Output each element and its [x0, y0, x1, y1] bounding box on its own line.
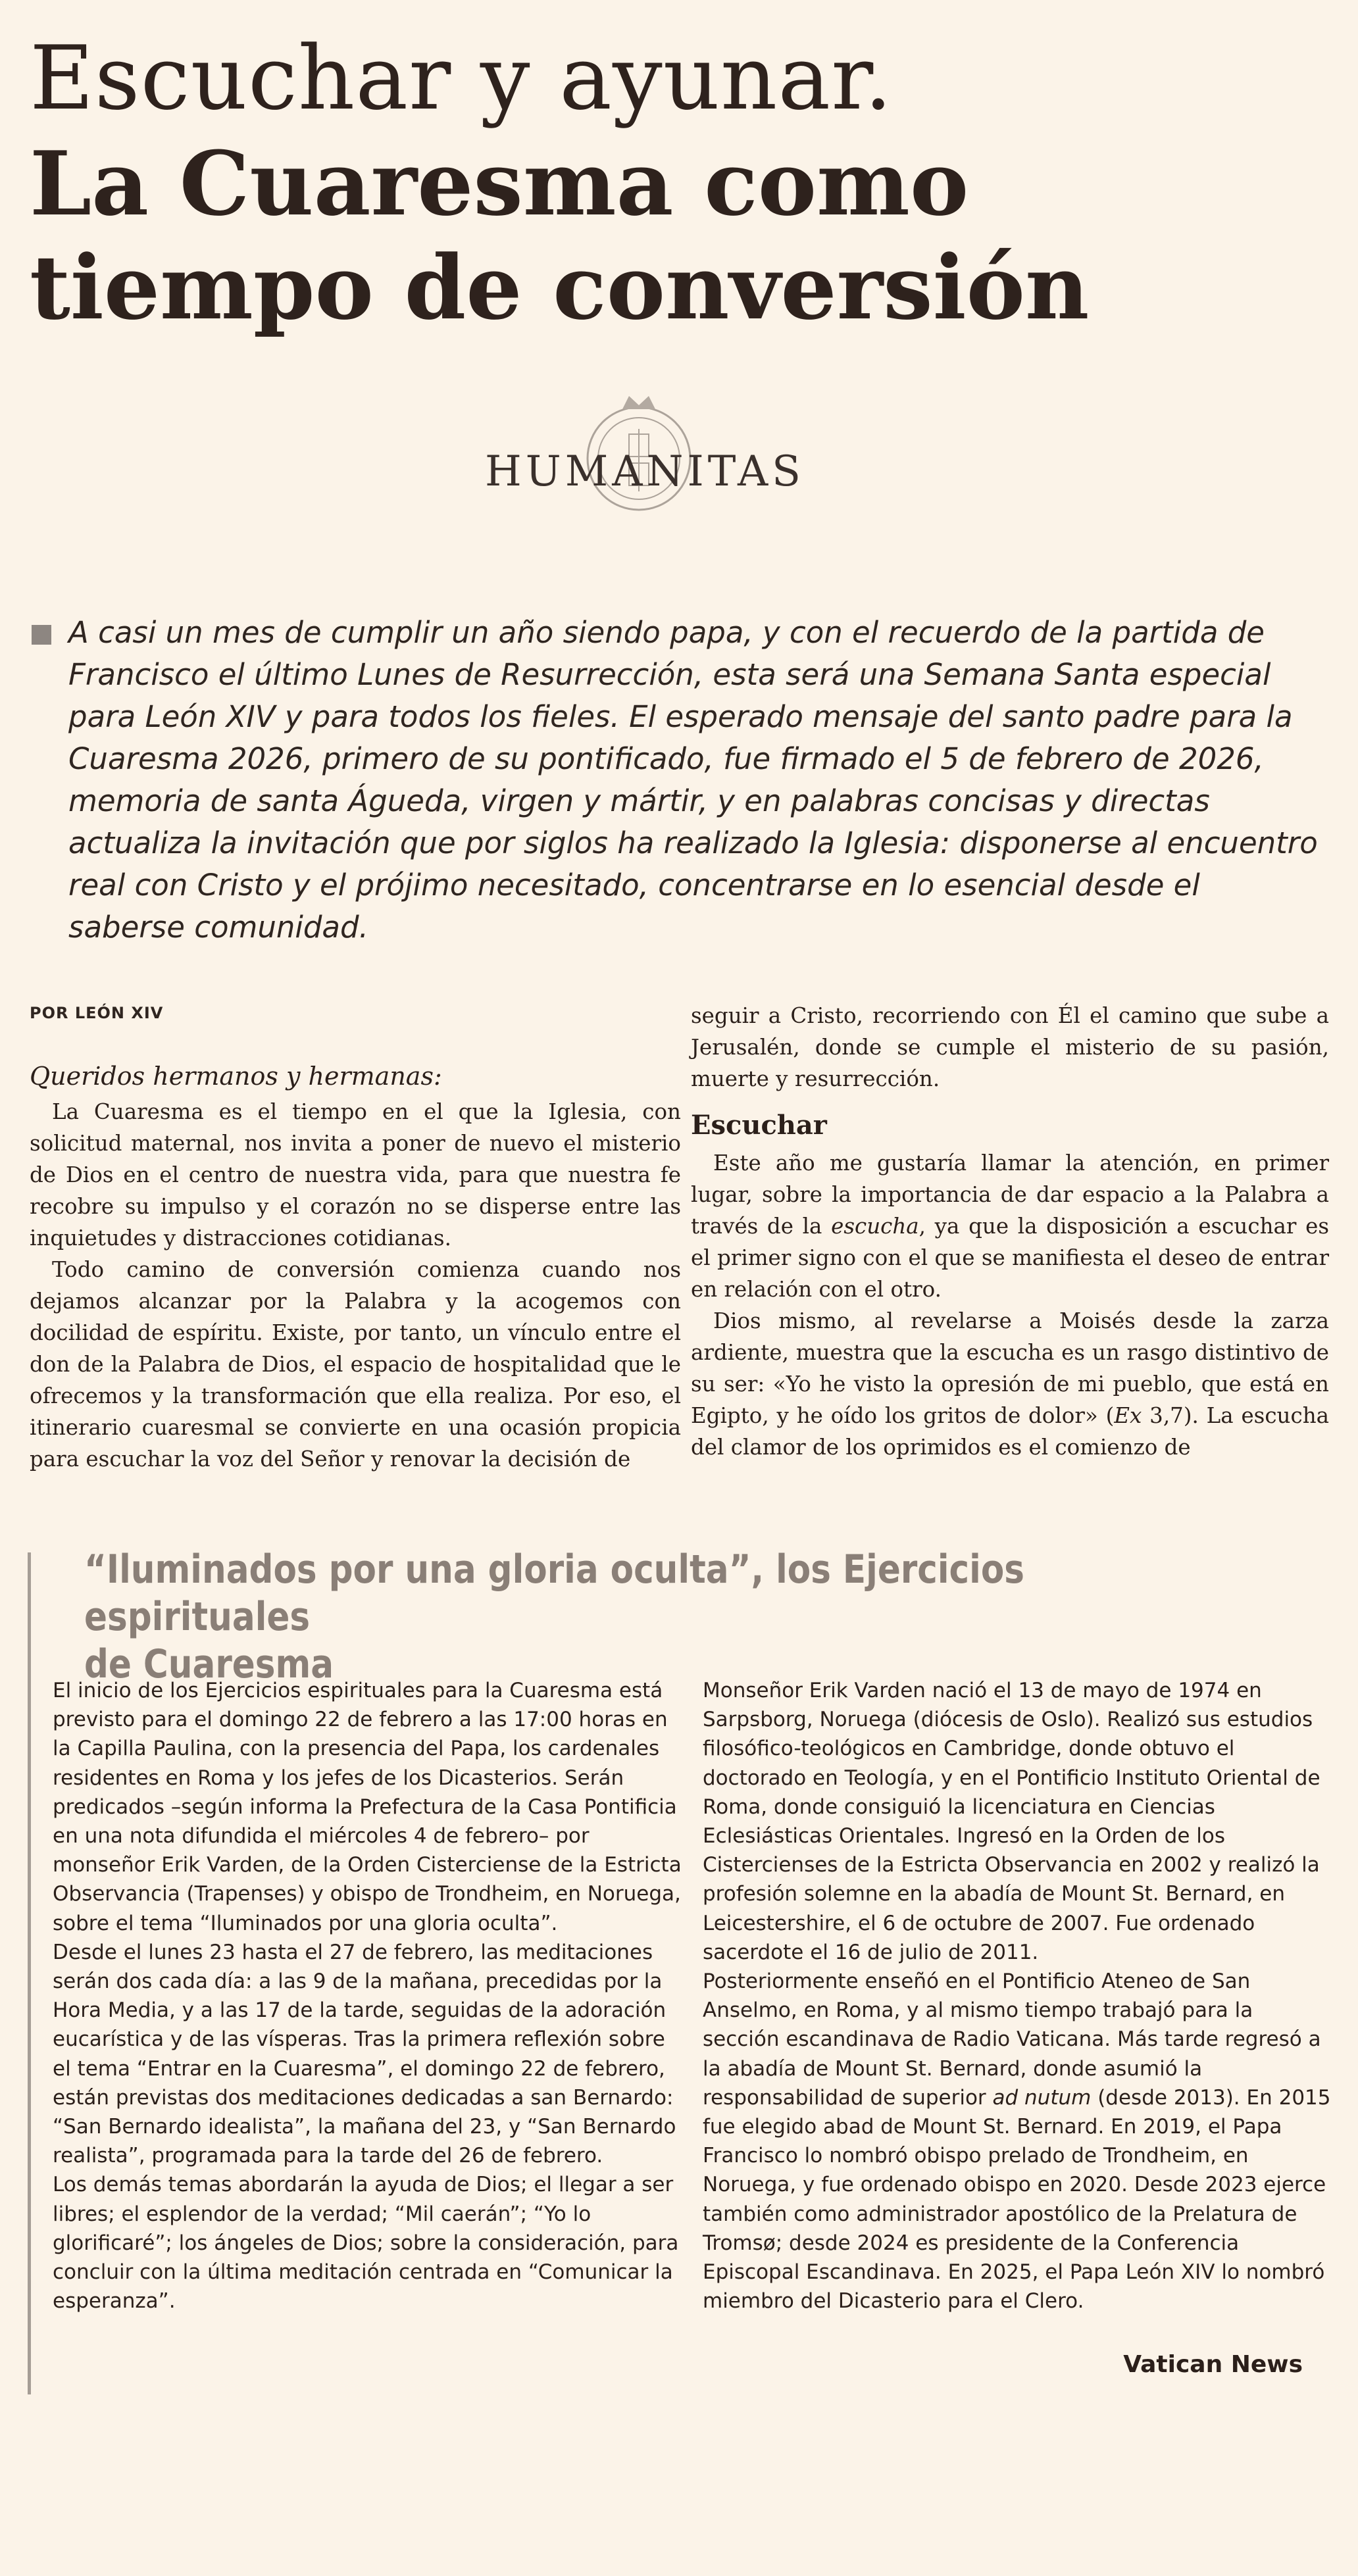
box-paragraph: Posteriormente enseñó en el Pontificio Ateneo de San Anselmo, en Roma, y al mismo tiempo trabajó para la sección escandinava de Radio Vaticana. Más tarde regresó a la abadía de Mount St. Bernard, donde asumió la responsabilidad de superior ad nutum (desde 2013). En 2015 fue elegido abad de Mount St. Bernard. En 2019, el Papa Francisco lo nombró obispo prelado de Trondheim, en Noruega, y fue ordenado obispo en 2020. Desde 2023 ejerce también como administrador apostólico de la Prelatura de Tromsø; desde 2024 es presidente de la Conferencia Episcopal Escandinava. En 2025, el Papa León XIV lo nombró miembro del Dicasterio para el Clero.	[703, 1969, 1331, 2314]
headline-main	[30, 132, 1313, 339]
headline-line1: Escuchar y ayunar.	[30, 27, 893, 130]
lead-paragraph: A casi un mes de cumplir un año siendo papa, y con el recuerdo de la partida de Francisco el último Lunes de Resurrección, esta será una Semana Santa especial para León XIV y para todos los fieles. El esperado mensaje del santo padre para la Cuaresma 2026, primero de su pontificado, fue firmado el 5 de febrero de 2026, memoria de santa Águeda, virgen y mártir, y en palabras concisas y directas actualiza la invitación que por siglos ha realizado la Iglesia: disponerse al encuentro real con Cristo y el prójimo necesitado, concentrarse en lo esencial desde el saberse comunidad.	[68, 615, 1318, 945]
box-paragraph: Desde el lunes 23 hasta el 27 de febrero, las meditaciones serán dos cada día: a las 9 de la mañana, precedidas por la Hora Media, y a las 17 de la tarde, seguidas de la adoración eucarística y de las vísperas. Tras la primera reflexión sobre el tema “Entrar en la Cuaresma”, el domingo 22 de febrero, están previstas dos meditaciones dedicadas a san Bernardo: “San Bernardo idealista”, la mañana del 23, y “San Bernardo realista”, programada para la tarde del 26 de febrero.	[53, 1940, 676, 2168]
sidebar-box-column-1	[53, 1676, 684, 2316]
box-paragraph: Los demás temas abordarán la ayuda de Dios; el llegar a ser libres; el esplendor de la verdad; “Mil caerán”; “Yo lo glorificaré”; los ángeles de Dios; sobre la consideración, para concluir con la última meditación centrada en “Comunicar la esperanza”.	[53, 2173, 679, 2314]
article-column-2	[691, 1000, 1329, 1463]
article-paragraph: Este año me gustaría llamar la atención, en primer lugar, sobre la importancia de dar espacio a la Palabra a través de la escucha, ya que la disposición a escuchar es el primer signo con el que se manifiesta el deseo de entrar en relación con el otro.	[691, 1151, 1330, 1302]
sidebar-box-column-2	[703, 1676, 1334, 2316]
source-credit: Vatican News	[1123, 2351, 1303, 2378]
subhead-escuchar: Escuchar	[691, 1110, 827, 1141]
article-paragraph: Dios mismo, al revelarse a Moisés desde la zarza ardiente, muestra que la escucha es un rasgo distintivo de su ser: «Yo he visto la opresión de mi pueblo, que está en Egipto, y he oído los gritos de dolor» (Ex 3,7). La escucha del clamor de los oprimidos es el comienzo de	[691, 1308, 1329, 1460]
section-logo-humanitas: HUMANITAS	[484, 447, 805, 496]
headline-line2b: tiempo de conversión	[30, 235, 1090, 339]
article-paragraph: La Cuaresma es el tiempo en el que la Iglesia, con solicitud maternal, nos invita a poner de nuevo el misterio de Dios en el centro de nuestra vida, para que nuestra fe recobre su impulso y el corazón no se disperse entre las inquietudes y distracciones cotidianas.	[30, 1099, 681, 1251]
box-paragraph: Monseñor Erik Varden nació el 13 de mayo de 1974 en Sarpsborg, Noruega (diócesis de Oslo). Realizó sus estudios filosófico-teológicos en Cambridge, donde obtuvo el doctorado en Teología, y en el Pontificio Instituto Oriental de Roma, donde consiguió la licenciatura en Ciencias Eclesiásticas Orientales. Ingresó en la Orden de los Cistercienses de la Estricta Observancia en 2002 y realizó la profesión solemne en la abadía de Mount St. Bernard, en Leicestershire, el 6 de octubre de 2007. Fue ordenado sacerdote el 16 de julio de 2011.	[703, 1679, 1320, 1964]
article-paragraph: Todo camino de conversión comienza cuando nos dejamos alcanzar por la Palabra y la acogemos con docilidad de espíritu. Existe, por tanto, un vínculo entre el don de la Palabra de Dios, el espacio de hospitalidad que le ofrecemos y la transformación que ella realiza. Por eso, el itinerario cuaresmal se convierte en una ocasión propicia para escuchar la voz del Señor y renovar la decisión de	[30, 1257, 681, 1472]
article-paragraph-continued: seguir a Cristo, recorriendo con Él el camino que sube a Jerusalén, donde se cumple el misterio de su pasión, muerte y resurrección.	[691, 1003, 1329, 1091]
sidebar-box-rule	[28, 1552, 31, 2394]
box-paragraph: El inicio de los Ejercicios espirituales para la Cuaresma está previsto para el domingo 22 de febrero a las 17:00 horas en la Capilla Paulina, con la presencia del Papa, los cardenales residentes en Roma y los jefes de los Dicasterios. Serán predicados –según informa la Prefectura de la Casa Pontificia en una nota difundida el miércoles 4 de febrero– por monseñor Erik Varden, de la Orden Cisterciense de la Estricta Observancia (Trapenses) y obispo de Trondheim, en Noruega, sobre el tema “Iluminados por una gloria oculta”.	[53, 1679, 682, 1935]
byline: POR LEÓN XIV	[30, 1004, 164, 1022]
sidebar-box-title: “Iluminados por una gloria oculta”, los Ejercicios espirituales de Cuaresma	[84, 1547, 1024, 1687]
headline-line2a: La Cuaresma como	[30, 132, 969, 235]
article-column-1	[30, 1059, 681, 1475]
lead-bullet-square	[32, 625, 51, 645]
salutation: Queridos hermanos y hermanas:	[30, 1062, 442, 1091]
